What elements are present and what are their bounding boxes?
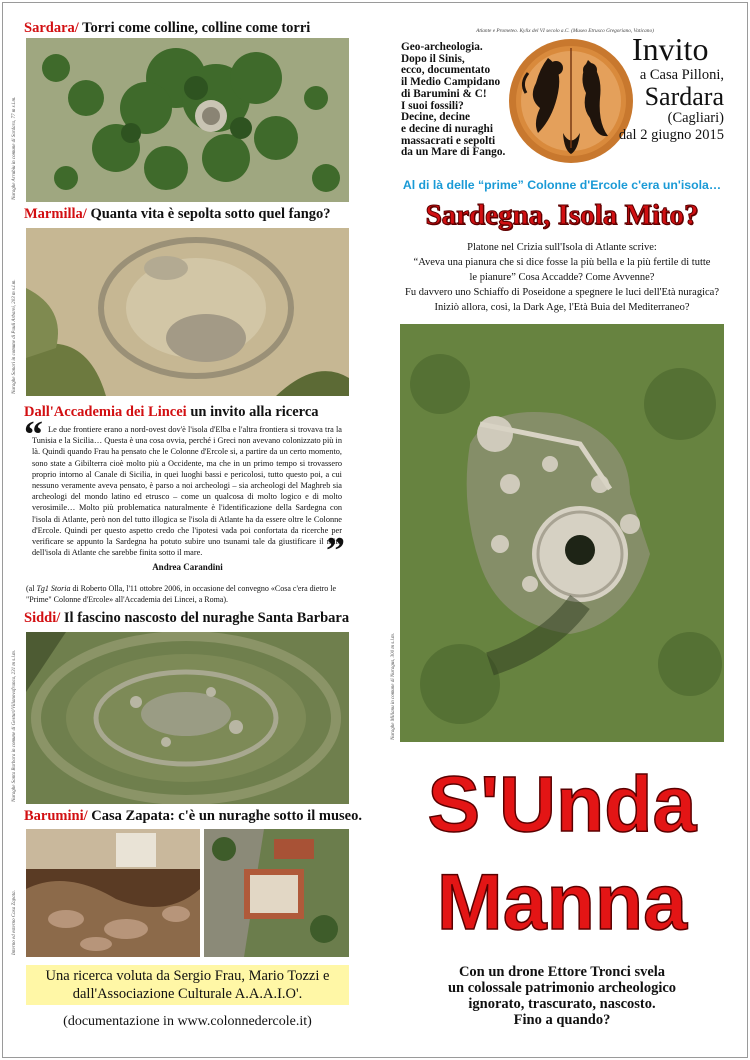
marmilla-aerial-photo [26,228,349,396]
barumini-heading [24,808,362,825]
nuraghe-millanu-aerial-photo [400,324,724,742]
marmilla-heading [24,206,331,223]
siddi-photo-caption: Nuraghe Santa Barbara in comune di Gesturi/Villanovafranca, 231 m s.l.m. [12,650,17,802]
siddi-aerial-photo [26,632,349,804]
colonne-tagline: Al di là delle “prime” Colonne d'Ercole c'era un'isola… [402,178,722,192]
invito-title: Invito [632,31,709,67]
marmilla-photo-caption: Nuraghe Sanari in comune di Pauli Arbarei, 203 m s.l.m. [12,279,17,394]
close-quote-mark: ” [326,530,345,572]
geo-line: di Barumini & C! [401,87,487,100]
geo-line: da un Mare di Fango. [401,146,506,159]
geo-line: Decine, decine [401,111,471,124]
vase-caption: Atlante e Prometeo. Kylix del VI secolo a.C. (Museo Etrusco Gregoriano, Vaticano) [476,28,654,34]
geo-line: e decine di nuraghi [401,122,493,135]
venue-casa-pilloni: a Casa Pilloni, [639,67,724,83]
casa-zapata-exterior-photo [204,829,349,957]
lincei-heading [24,404,319,421]
title-manna: Manna [436,857,688,946]
event-date: dal 2 giugno 2015 [618,127,724,143]
marmilla-place: Marmilla/ [24,206,87,222]
carandini-quote: Le due frontiere erano a nord-ovest dov'è l'isola d'Elba e l'altra frontiera si trovava tra la Tunisia e la Sicilia… Questa è una cosa ovvia, perché i Greci non avevano colonizzato più in là. Quindi quando Frau ha pensato che le Colonne d'Ercole si, a partire da un certo momento, sono state a Gibilterra cioè molto più a Occidente, ma che in un primo tempo si trovassero proprio intorno al Canale di Sicilia, in quei luoghi bassi e pericolosi, tutto questo poi, a cui nessuno veramente aveva pensato, è parso a noi archeologi – sia archeologi del Maghreb sia archeologi del mondo latino ed etrusco – come un qualcosa di molto logico e di molto verosimile… Molto più problematica naturalmente è l'identificazione della Sardegna con l'isola di Atlante, però non del tutto illogica se l'isola di Atlante ha da essere oltre le Colonne d'Ercole. Quindi per questo aspetto credo che l'ipotesi vada poi confortata da ricerche per verificare se appunto la Sardegna ha potuto subire uno tsunami tale da giustificare il mito dell'isola di Atlante che sarebbe finita sotto il mare. [32,425,342,558]
quote-source [26,584,346,605]
venue-sardara: Sardara [644,82,724,111]
sardara-title: Torri come colline, colline come torri [78,20,311,36]
intro-line: Fu davvero uno Schiaffo di Poseidone a spegnere le luci dell'Età nuragica? [405,287,719,298]
title-sunda: S'Unda [427,759,697,848]
quote-source-tg: Tg1 Storia [36,584,71,593]
geo-line: massacrati e sepolti [401,134,496,147]
sardara-aerial-photo [26,38,349,202]
millanu-photo-caption: Nuraghe Millanu in comune di Nuragus, 300 m s.l.m. [391,633,396,740]
barumini-photo-caption: Interno ed esterno Casa Zapata. [12,890,17,955]
barumini-place: Barumini/ [24,808,88,824]
drone-line: Fino a quando? [513,1012,611,1028]
geo-line: Geo-archeologia. [401,41,483,53]
main-headline: Sardegna, Isola Mito? [425,199,699,231]
siddi-heading [24,610,349,627]
geo-line: Dopo il Sinis, [401,52,465,65]
drone-line: un colossale patrimonio archeologico [447,980,677,996]
geo-line: ecco, documentato [401,64,491,77]
sardara-heading [24,20,310,37]
lincei-heading-black: un invito alla ricerca [186,404,319,420]
intro-line: le pianure” Cosa Accadde? Come Avvenne? [469,272,655,283]
documentation-link: (documentazione in www.colonnedercole.it) [63,1014,312,1029]
research-credit-text: Una ricerca voluta da Sergio Frau, Mario Tozzi e dall'Associazione Culturale A.A.A.I.O'. [45,968,330,1002]
intro-line: Iniziò allora, così, la Dark Age, l'Età Buia del Mediterraneo? [434,302,690,313]
drone-line: ignorato, trascurato, nascosto. [468,996,656,1012]
quote-author: Andrea Carandini [152,562,223,572]
lincei-heading-red: Dall'Accademia dei Lincei [24,404,187,420]
quote-source-post: di Roberto Olla, l'11 ottobre 2006, in occasione del convegno «Cosa c'era dietro le "Prime" Colonne d'Ercole» all'Accademia dei Lincei, a Roma). [26,584,337,604]
siddi-title: Il fascino nascosto del nuraghe Santa Barbara [60,610,350,626]
kylix-vase-image [508,38,634,164]
drone-line: Con un drone Ettore Tronci svela [458,964,666,980]
siddi-place: Siddi/ [24,610,61,626]
plato-intro [376,240,748,315]
marmilla-title: Quanta vita è sepolta sotto quel fango? [86,206,331,222]
casa-zapata-interior-photo [26,829,200,957]
open-quote-mark: “ [24,414,43,456]
barumini-title: Casa Zapata: c'è un nuraghe sotto il museo. [87,808,362,824]
geo-archeology-text [401,42,505,159]
research-credit-box [26,965,349,1005]
geo-line: il Medio Campidano [401,76,501,89]
quote-source-pre: (al [26,584,37,593]
venue-cagliari: (Cagliari) [667,110,724,126]
drone-text [376,964,748,1028]
intro-line: Platone nel Crizia sull'Isola di Atlante scrive: [467,242,657,253]
geo-line: I suoi fossili? [401,99,464,112]
intro-line: “Aveva una pianura che si dice fosse la più bella e la più fertile di tutte [413,257,711,268]
sardara-place: Sardara/ [24,20,79,36]
sardara-photo-caption: Nuraghe Arrubiu in comune di Sardara, 77 m s.l.m. [12,96,17,200]
